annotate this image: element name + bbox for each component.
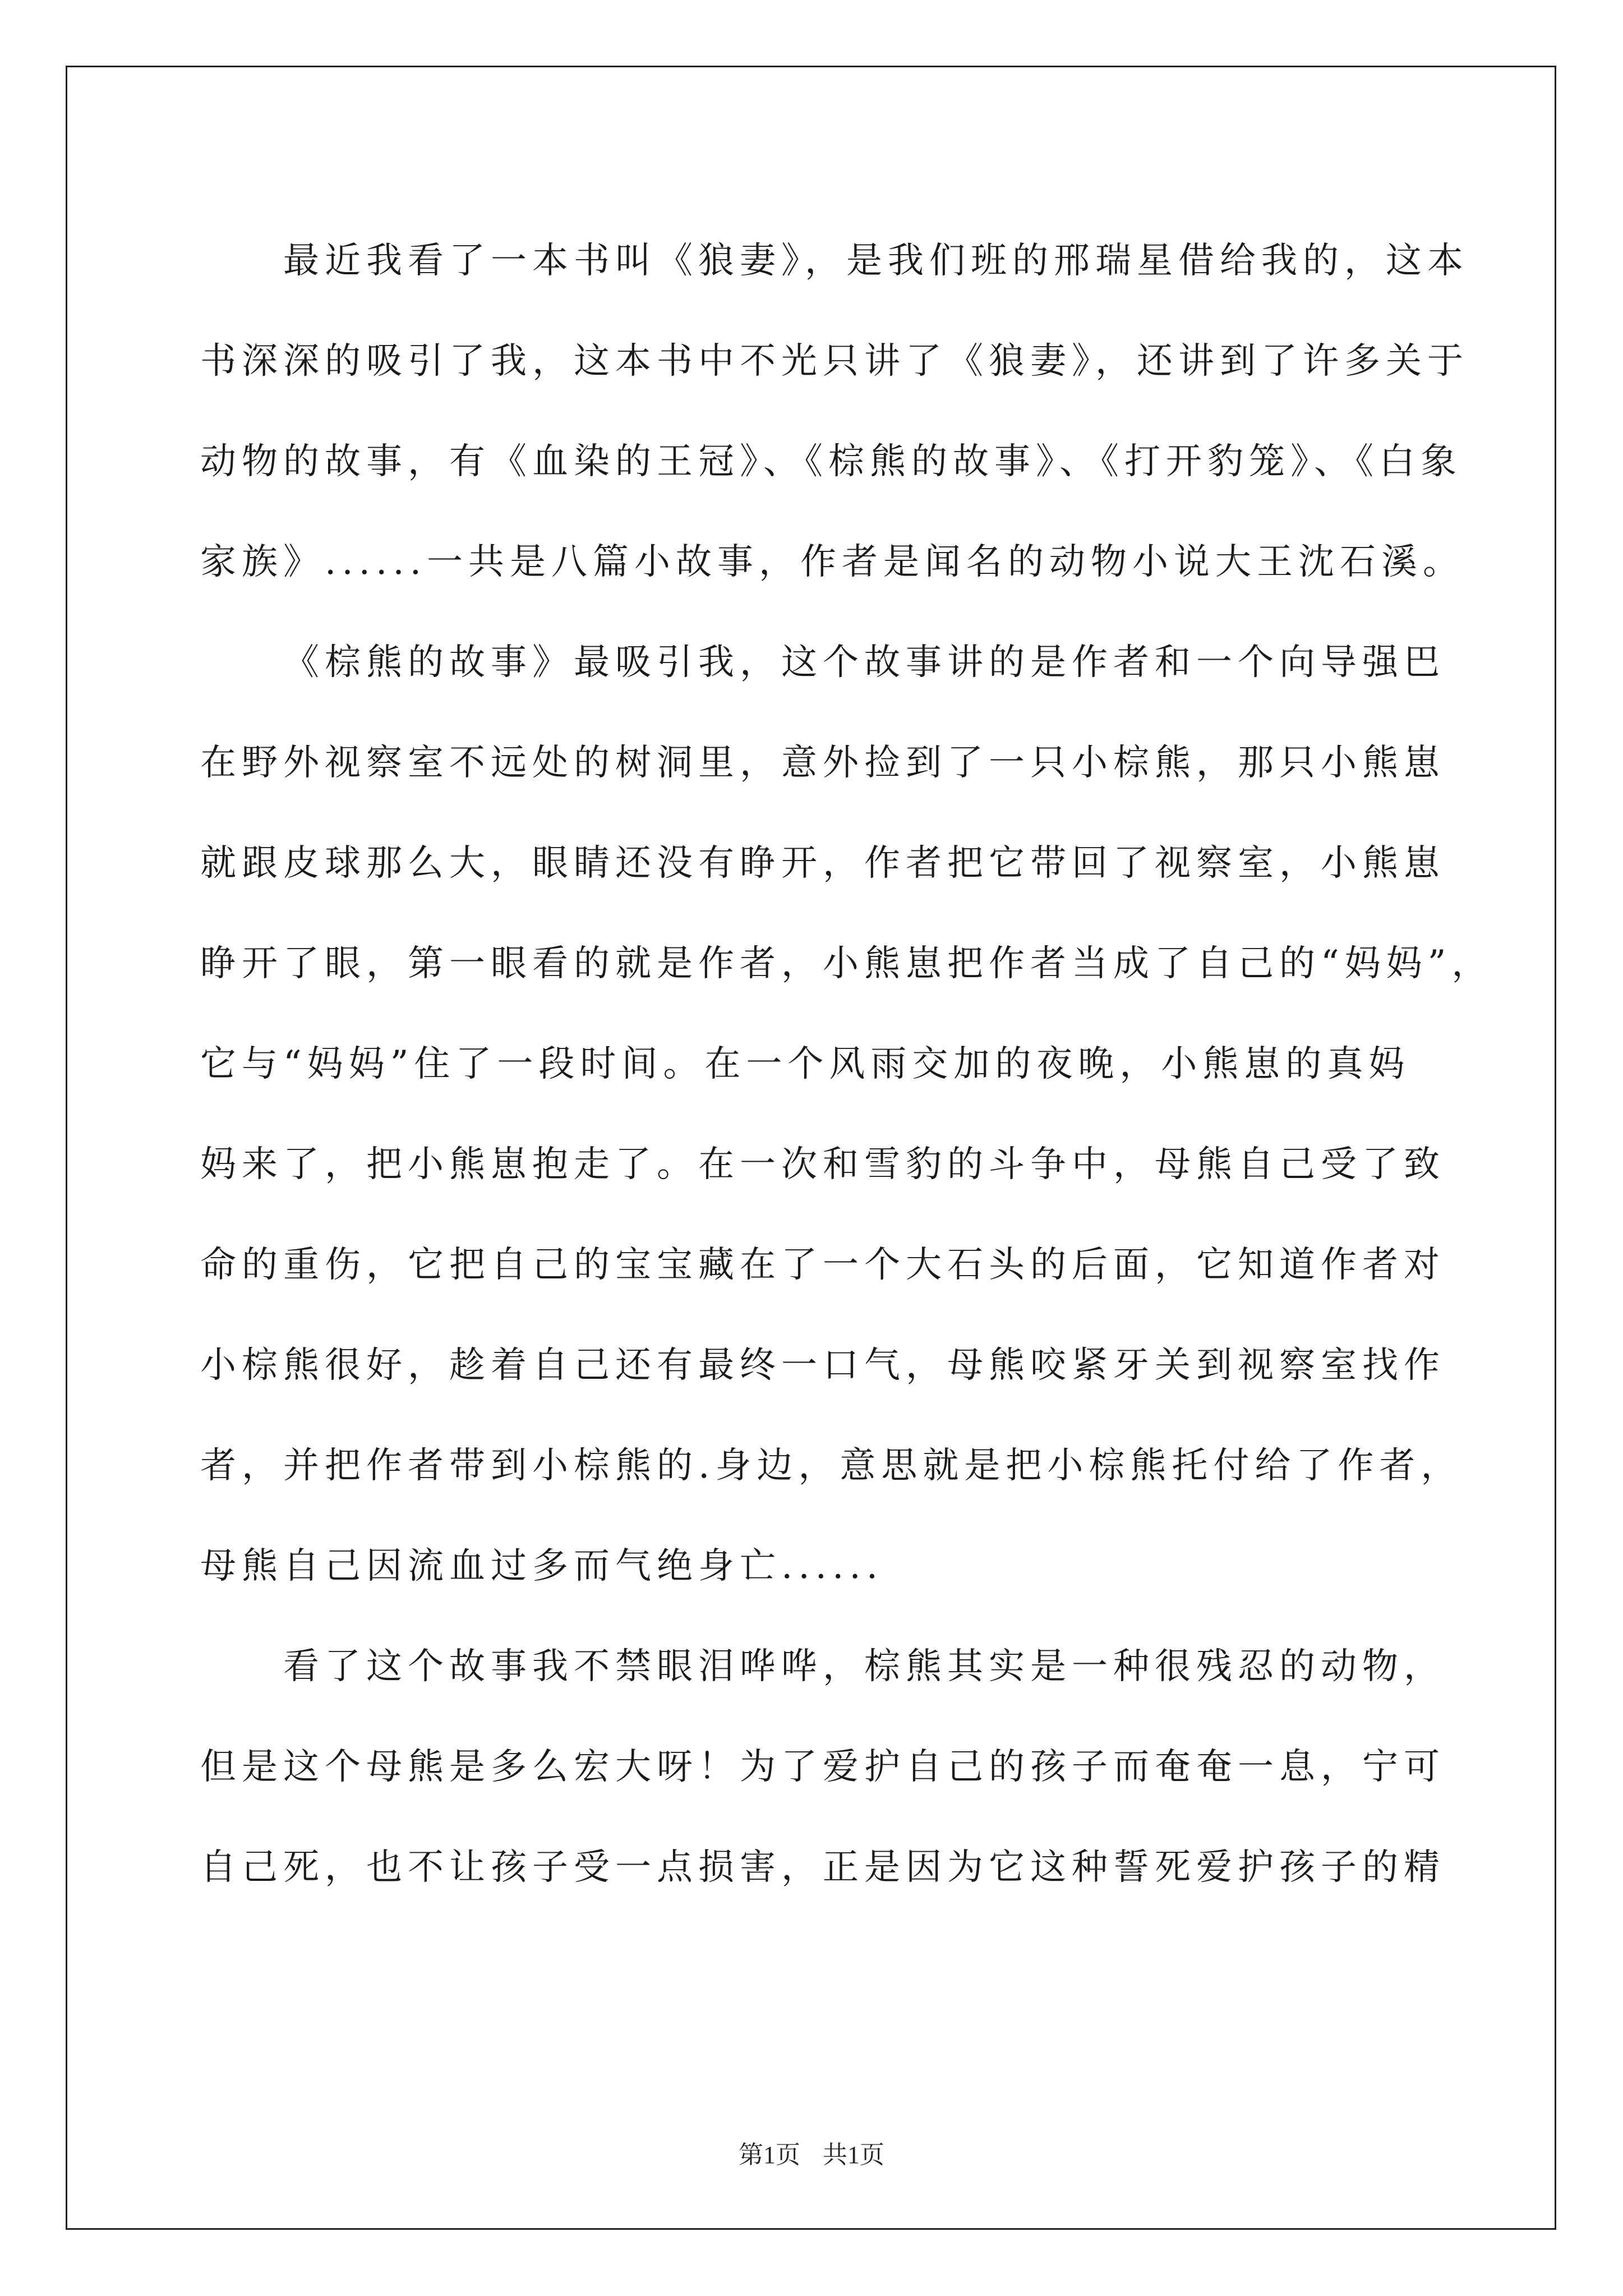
text-line	[200, 311, 1469, 412]
line-text: 《棕熊的故事》最吸引我，这个故事讲的是作者和一个向导强巴	[283, 642, 1445, 683]
text-line	[200, 1717, 1445, 1818]
line-text: 在野外视察室不远处的树洞里，意外捡到了一只小棕熊，那只小熊崽	[200, 742, 1445, 784]
text-line	[200, 1115, 1445, 1215]
text-line	[200, 813, 1445, 914]
text-line	[200, 1014, 1434, 1115]
line-text: 家族》......一共是八篇小故事，作者是闻名的动物小说大王沈石溪。	[200, 541, 1465, 583]
line-text: 自己死，也不让孩子受一点损害，正是因为它这种誓死爱护孩子的精	[200, 1847, 1445, 1888]
line-text: 命的重伤，它把自己的宝宝藏在了一个大石头的后面，它知道作者对	[200, 1244, 1445, 1286]
text-line	[200, 713, 1445, 813]
text-line	[200, 1215, 1445, 1315]
line-text: 最近我看了一本书叫《狼妻》，是我们班的邢瑞星借给我的，这本	[283, 240, 1469, 282]
line-text: 看了这个故事我不禁眼泪哗哗，棕熊其实是一种很残忍的动物，	[283, 1646, 1445, 1687]
text-line	[200, 1416, 1463, 1516]
line-text: 母熊自己因流血过多而气绝身亡......	[200, 1545, 884, 1587]
line-text: 它与“妈妈”住了一段时间。在一个风雨交加的夜晚，小熊崽的真妈	[200, 1043, 1410, 1085]
line-text: 但是这个母熊是多么宏大呀！为了爱护自己的孩子而奄奄一息，宁可	[200, 1746, 1445, 1788]
text-line	[200, 211, 1469, 311]
page-number: 第1页	[739, 2141, 800, 2169]
line-text: 动物的故事，有《血染的王冠》、《棕熊的故事》、《打开豹笼》、《白象	[200, 441, 1462, 482]
text-line	[200, 1516, 1434, 1617]
line-text: 者，并把作者带到小棕熊的.身边，意思就是把小棕熊托付给了作者，	[200, 1445, 1463, 1487]
text-line	[200, 1617, 1445, 1717]
page-footer	[0, 2134, 1623, 2170]
line-text: 小棕熊很好，趁着自己还有最终一口气，母熊咬紧牙关到视察室找作	[200, 1345, 1445, 1386]
line-text: 妈来了，把小熊崽抱走了。在一次和雪豹的斗争中，母熊自己受了致	[200, 1144, 1445, 1185]
text-line	[200, 1315, 1445, 1416]
text-line	[200, 914, 1493, 1014]
line-text: 睁开了眼，第一眼看的就是作者，小熊崽把作者当成了自己的“妈妈”，	[200, 943, 1493, 984]
text-line	[200, 512, 1465, 613]
text-line	[200, 1818, 1445, 1918]
text-line	[200, 412, 1462, 512]
text-line	[200, 613, 1445, 713]
document-body	[200, 211, 1493, 1918]
line-text: 就跟皮球那么大，眼睛还没有睁开，作者把它带回了视察室，小熊崽	[200, 843, 1445, 884]
page-total: 共1页	[823, 2141, 884, 2169]
line-text: 书深深的吸引了我，这本书中不光只讲了《狼妻》，还讲到了许多关于	[200, 341, 1469, 382]
